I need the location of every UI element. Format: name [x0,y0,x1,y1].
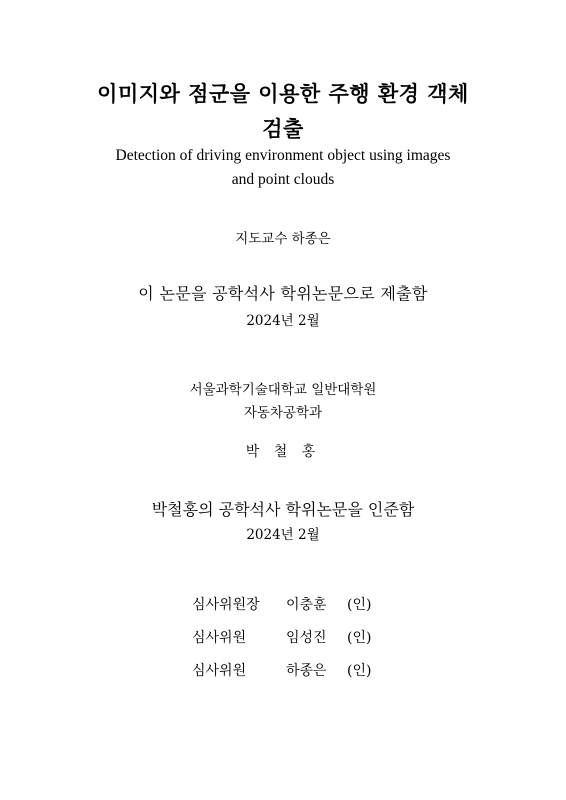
committee-name: 이충훈 [286,597,327,613]
university-name: 서울과학기술대학교 일반대학원 [189,382,377,398]
approval-date: 2024년 2월 [246,527,320,543]
author-name: 박 철 홍 [245,444,321,460]
committee-name: 하종은 [286,663,327,679]
title-english-line1: Detection of driving environment object using images [115,147,451,164]
committee-role: 심사위원 [192,630,247,646]
submission-date: 2024년 2월 [246,313,320,329]
title-korean-line1: 이미지와 점군을 이용한 주행 환경 객체 [97,82,469,106]
committee-seal: (인) [347,663,372,679]
title-korean-line2: 검출 [262,117,304,141]
department-name: 자동차공학과 [243,405,323,421]
approval-statement: 박철홍의 공학석사 학위논문을 인준함 [151,500,415,519]
committee-seal: (인) [347,630,372,646]
committee-seal: (인) [347,597,372,613]
advisor: 지도교수 하종은 [235,231,331,247]
submission-statement: 이 논문을 공학석사 학위논문으로 제출함 [138,284,428,303]
committee-role: 심사위원장 [192,597,260,613]
committee-name: 임성진 [286,630,327,646]
title-english-line2: and point clouds [231,171,335,188]
committee-role: 심사위원 [192,663,247,679]
